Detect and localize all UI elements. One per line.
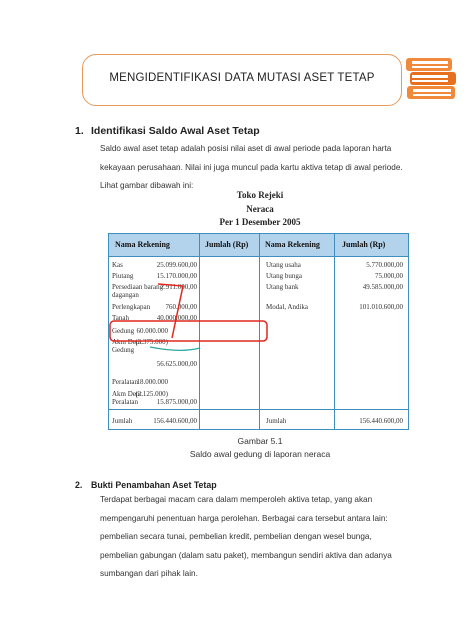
- account-amount: 40.000.000,00: [156, 314, 197, 322]
- section1-number: 1.: [75, 125, 84, 137]
- sub-amount: (2.125.000): [135, 390, 168, 398]
- total-divider: [109, 409, 408, 410]
- column-header: Nama Rekening: [115, 240, 170, 249]
- account-amount: 15.170.000,00: [156, 272, 197, 280]
- account-name: dagangan: [112, 291, 139, 299]
- paragraph-line: kekayaan perusahaan. Nilai ini juga muncul pada kartu aktiva tetap di awal periode.: [100, 162, 403, 172]
- account-name: Kas: [112, 261, 123, 269]
- account-name: Akm Depr.: [112, 338, 144, 346]
- section1-paragraph: [100, 140, 416, 196]
- section2-heading: [75, 480, 217, 490]
- account-amount: 75.000,00: [375, 272, 403, 280]
- account-amount: 49.585.000,00: [362, 283, 403, 291]
- account-amount: 101.010.600,00: [359, 303, 403, 311]
- account-amount: 5.770.000,00: [366, 261, 403, 269]
- paragraph-line: Lihat gambar dibawah ini:: [100, 181, 194, 190]
- paragraph-line: Saldo awal aset tetap adalah posisi nilai aset di awal periode pada laporan harta: [100, 144, 392, 153]
- account-amount: 25.099.600,00: [156, 261, 197, 269]
- books-icon: [403, 56, 459, 102]
- account-name: Akm Depr.: [112, 390, 144, 398]
- account-name: Tanah: [112, 314, 130, 322]
- account-amount: 56.625.000,00: [156, 360, 197, 368]
- column-divider: [199, 234, 200, 429]
- balance-sheet-table: [108, 233, 409, 430]
- paragraph-line: Terdapat berbagai macam cara dalam memperoleh aktiva tetap, yang akan: [100, 495, 373, 504]
- account-name: Persediaan barang: [112, 283, 164, 291]
- figure-number: Gambar 5.1: [237, 436, 283, 446]
- total-amount: 156.440.600,00: [359, 417, 403, 425]
- account-name: Gedung: [112, 327, 135, 335]
- section1-heading: [75, 125, 260, 137]
- figure-caption: Saldo awal gedung di laporan neraca: [189, 449, 331, 459]
- section2-paragraph: [100, 491, 416, 584]
- total-label: Jumlah: [266, 417, 287, 425]
- paragraph-line: sumbangan dari pihak lain.: [100, 569, 198, 578]
- column-header: Jumlah (Rp): [205, 240, 249, 249]
- account-amount: 760.000,00: [165, 303, 197, 311]
- column-divider: [259, 234, 260, 429]
- sub-amount: 60.000.000: [136, 327, 168, 335]
- account-name: Utang bunga: [266, 272, 302, 280]
- account-amount: 15.875.000,00: [156, 398, 197, 406]
- paragraph-line: mempengaruhi penentuan harga perolehan. Berbagai cara tersebut antara lain:: [100, 513, 388, 523]
- account-name: Gedung: [112, 346, 135, 354]
- account-name: Modal, Andika: [266, 303, 308, 311]
- account-name: Peralatan: [112, 378, 139, 386]
- report-period: Per 1 Desember 2005: [219, 217, 301, 227]
- column-divider: [334, 234, 335, 429]
- title-banner: [82, 54, 402, 106]
- account-name: Utang bank: [266, 283, 299, 291]
- column-header: Nama Rekening: [265, 240, 320, 249]
- total-amount: 156.440.600,00: [153, 417, 197, 425]
- section1-title: Identifikasi Saldo Awal Aset Tetap: [91, 125, 260, 137]
- section2-title: Bukti Penambahan Aset Tetap: [91, 480, 217, 490]
- paragraph-line: pembelian secara tunai, pembelian kredit, pembelian dengan wesel bunga,: [100, 532, 372, 541]
- account-name: Piutang: [112, 272, 134, 280]
- account-name: Perlengkapan: [112, 303, 151, 311]
- account-name: Peralatan: [112, 398, 139, 406]
- column-header: Jumlah (Rp): [342, 240, 386, 249]
- paragraph-line: pembelian gabungan (dalam satu paket), membangun sendiri aktiva dan adanya: [100, 550, 392, 560]
- sub-amount: 18.000.000: [136, 378, 168, 386]
- company-name: Toko Rejeki: [236, 190, 284, 200]
- section2-number: 2.: [75, 480, 83, 490]
- sub-amount: (3.375.000): [135, 338, 168, 346]
- report-name: Neraca: [246, 204, 274, 214]
- account-amount: 2.911.000,00: [160, 283, 197, 291]
- account-name: Utang usaha: [266, 261, 301, 269]
- total-label: Jumlah: [112, 417, 133, 425]
- page-title: MENGIDENTIFIKASI DATA MUTASI ASET TETAP: [109, 72, 375, 84]
